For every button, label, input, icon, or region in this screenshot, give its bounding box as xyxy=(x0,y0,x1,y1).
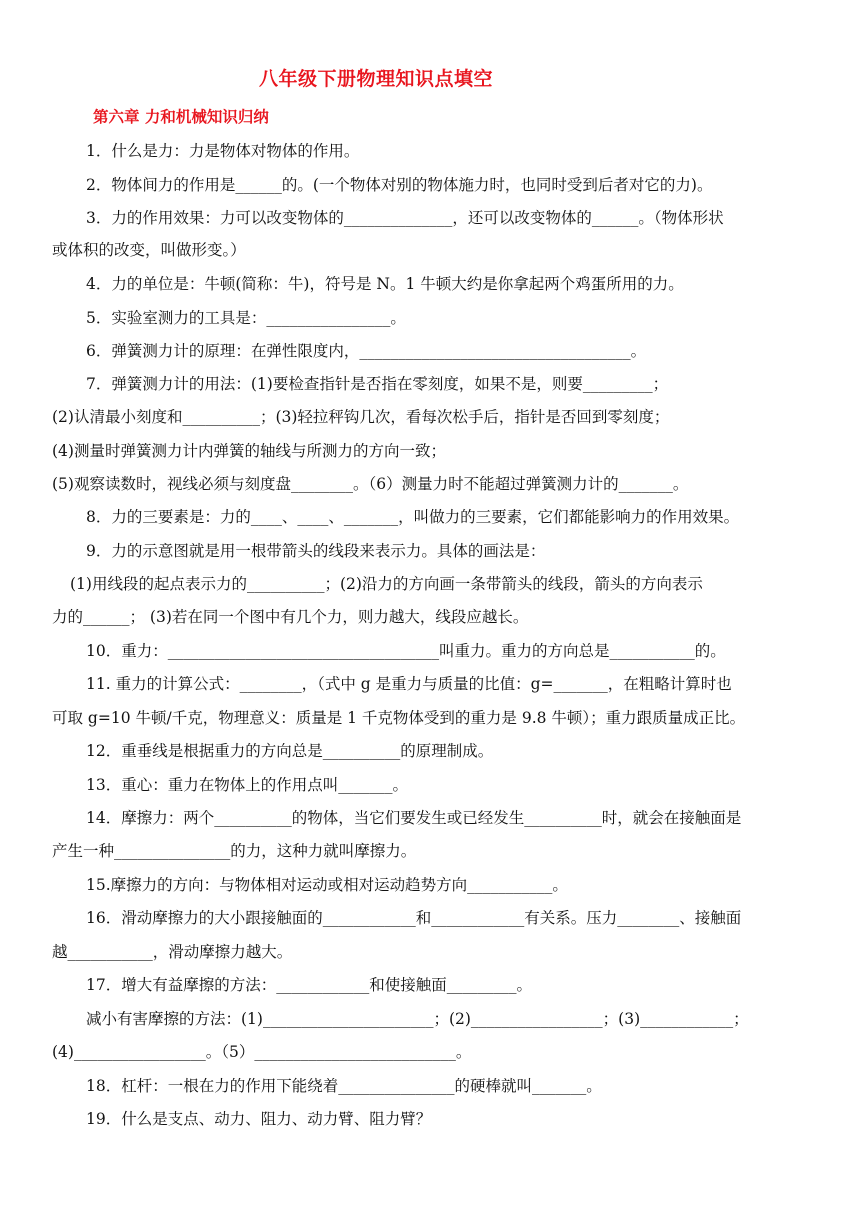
text-line: 2．物体间力的作用是______的。(一个物体对别的物体施力时，也同时受到后者对它的力)。 xyxy=(86,176,713,194)
text-line: 3．力的作用效果：力可以改变物体的______________，还可以改变物体的______。（物体形状 xyxy=(86,209,724,227)
text-line: 可取 g=10 牛顿/千克，物理意义：质量是 1 千克物体受到的重力是 9.8 牛顿）；重力跟质量成正比。 xyxy=(52,709,746,727)
text-line: 越___________，滑动摩擦力越大。 xyxy=(52,943,293,961)
text-line: (5)观察读数时，视线必须与刻度盘________。（6）测量力时不能超过弹簧测力计的_______。 xyxy=(52,475,689,493)
text-line: 14．摩擦力：两个__________的物体，当它们要发生或已经发生__________时，就会在接触面是 xyxy=(86,809,742,827)
text-line: 5．实验室测力的工具是：________________。 xyxy=(86,309,406,327)
text-line: 18．杠杆：一根在力的作用下能绕着_______________的硬棒就叫_______。 xyxy=(86,1077,602,1095)
text-line: (4)测量时弹簧测力计内弹簧的轴线与所测力的方向一致； xyxy=(52,442,446,460)
text-line: 12．重垂线是根据重力的方向总是__________的原理制成。 xyxy=(86,742,494,760)
text-line: 10．重力：___________________________________叫重力。重力的方向总是___________的。 xyxy=(86,642,726,660)
text-line: 9．力的示意图就是用一根带箭头的线段来表示力。具体的画法是： xyxy=(86,542,546,560)
text-line: 19．什么是支点、动力、阻力、动力臂、阻力臂？ xyxy=(86,1110,432,1128)
text-line: (1)用线段的起点表示力的__________；(2)沿力的方向画一条带箭头的线段，箭头的方向表示 xyxy=(70,575,703,593)
chapter-heading: 第六章 力和机械知识归纳 xyxy=(93,107,269,126)
text-line: 15.摩擦力的方向：与物体相对运动或相对运动趋势方向___________。 xyxy=(86,876,568,894)
text-line: (2)认清最小刻度和__________；(3)轻拉秤钩几次，看每次松手后，指针是否回到零刻度； xyxy=(52,408,670,426)
text-line: 减小有害摩擦的方法：(1)______________________；(2)_________________；(3)____________； xyxy=(86,1010,749,1028)
text-line: 1．什么是力：力是物体对物体的作用。 xyxy=(86,142,360,160)
document-title: 八年级下册物理知识点填空 xyxy=(259,68,494,90)
text-line: 4．力的单位是：牛顿(简称：牛)，符号是 N。1 牛顿大约是你拿起两个鸡蛋所用的力。 xyxy=(86,275,684,293)
text-line: 16．滑动摩擦力的大小跟接触面的____________和____________有关系。压力________、接触面 xyxy=(86,909,742,927)
text-line: 产生一种_______________的力，这种力就叫摩擦力。 xyxy=(52,842,417,860)
text-line: 力的______； (3)若在同一个图中有几个力，则力越大，线段应越长。 xyxy=(52,608,529,626)
text-line: 13．重心：重力在物体上的作用点叫_______。 xyxy=(86,776,408,794)
text-line: 6．弹簧测力计的原理：在弹性限度内，___________________________________。 xyxy=(86,342,647,360)
text-line: 7．弹簧测力计的用法：(1)要检查指针是否指在零刻度，如果不是，则要_________； xyxy=(86,375,669,393)
text-line: 11. 重力的计算公式：________，（式中 g 是重力与质量的比值：g=_______，在粗略计算时也 xyxy=(86,675,732,693)
text-line: (4)_________________。（5）__________________________。 xyxy=(52,1043,472,1061)
text-line: 8．力的三要素是：力的____、____、_______，叫做力的三要素，它们都能影响力的作用效果。 xyxy=(86,508,740,526)
text-line: 或体积的改变，叫做形变。） xyxy=(52,241,246,259)
text-line: 17．增大有益摩擦的方法：____________和使接触面_________。 xyxy=(86,976,532,994)
